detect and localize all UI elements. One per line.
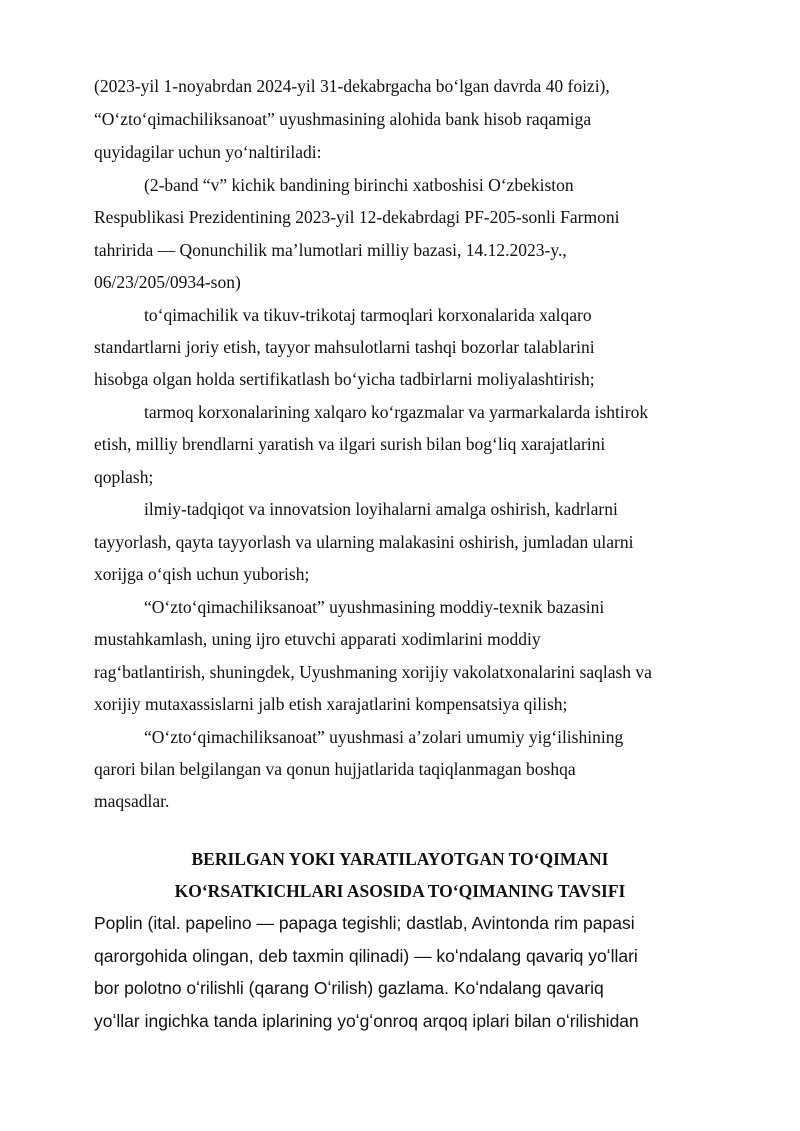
list-item-line: maqsadlar. xyxy=(94,791,170,811)
list-item-line: tayyorlash, qayta tayyorlash va ularning malakasini oshirish, jumladan ularni xyxy=(94,532,634,552)
list-item-line: qarori bilan belgilangan va qonun hujjatlarida taqiqlanmagan boshqa xyxy=(94,759,576,779)
list-item-line: to‘qimachilik va tikuv-trikotaj tarmoqlari korxonalarida xalqaro xyxy=(144,305,592,325)
list-item-line: ilmiy-tadqiqot va innovatsion loyihalarni amalga oshirish, kadrlarni xyxy=(144,499,618,519)
section-heading: BERILGAN YOKI YARATILAYOTGAN TO‘QIMANI xyxy=(191,849,609,869)
list-item-line: etish, milliy brendlarni yaratish va ilgari surish bilan bog‘liq xarajatlarini xyxy=(94,434,606,454)
description-line: bor polotno oʻrilishli (qarang Oʻrilish) gazlama. Koʻndalang qavariq xyxy=(94,978,604,998)
list-item-line: tarmoq korxonalarining xalqaro ko‘rgazmalar va yarmarkalarda ishtirok xyxy=(144,402,649,422)
description-line: Poplin (ital. papelino — papaga tegishli; dastlab, Avintonda rim papasi xyxy=(94,913,635,933)
list-item-line: hisobga olgan holda sertifikatlash bo‘yicha tadbirlarni moliyalashtirish; xyxy=(94,369,595,389)
amendment-note-line: tahririda — Qonunchilik ma’lumotlari milliy bazasi, 14.12.2023-y., xyxy=(94,240,567,260)
description-line: yoʻllar ingichka tanda iplarining yoʻgʻonroq arqoq iplari bilan oʻrilishidan xyxy=(94,1011,639,1031)
amendment-note-line: Respublikasi Prezidentining 2023-yil 12-dekabrdagi PF-205-sonli Farmoni xyxy=(94,207,620,227)
list-item-line: standartlarni joriy etish, tayyor mahsulotlarni tashqi bozorlar talablarini xyxy=(94,337,595,357)
amendment-note-line: 06/23/205/0934-son) xyxy=(94,272,241,292)
list-item-line: “O‘zto‘qimachiliksanoat” uyushmasi a’zolari umumiy yig‘ilishining xyxy=(144,727,624,747)
list-item-line: xorijga o‘qish uchun yuborish; xyxy=(94,564,310,584)
body-line: quyidagilar uchun yo‘naltiriladi: xyxy=(94,142,322,162)
body-line: (2023-yil 1-noyabrdan 2024-yil 31-dekabrgacha bo‘lgan davrda 40 foizi), xyxy=(94,76,610,96)
section-heading: KO‘RSATKICHLARI ASOSIDA TO‘QIMANING TAVSIFI xyxy=(174,881,626,901)
list-item-line: xorijiy mutaxassislarni jalb etish xarajatlarini kompensatsiya qilish; xyxy=(94,694,568,714)
amendment-note-line: (2-band “v” kichik bandining birinchi xatboshisi O‘zbekiston xyxy=(144,175,574,195)
list-item-line: rag‘batlantirish, shuningdek, Uyushmaning xorijiy vakolatxonalarini saqlash va xyxy=(94,662,652,682)
description-line: qarorgohida olingan, deb taxmin qilinadi) — koʻndalang qavariq yoʻllari xyxy=(94,946,638,966)
list-item-line: mustahkamlash, uning ijro etuvchi apparati xodimlarini moddiy xyxy=(94,629,541,649)
body-line: “O‘zto‘qimachiliksanoat” uyushmasining alohida bank hisob raqamiga xyxy=(94,109,592,129)
list-item-line: “O‘zto‘qimachiliksanoat” uyushmasining moddiy-texnik bazasini xyxy=(144,597,605,617)
list-item-line: qoplash; xyxy=(94,467,154,487)
